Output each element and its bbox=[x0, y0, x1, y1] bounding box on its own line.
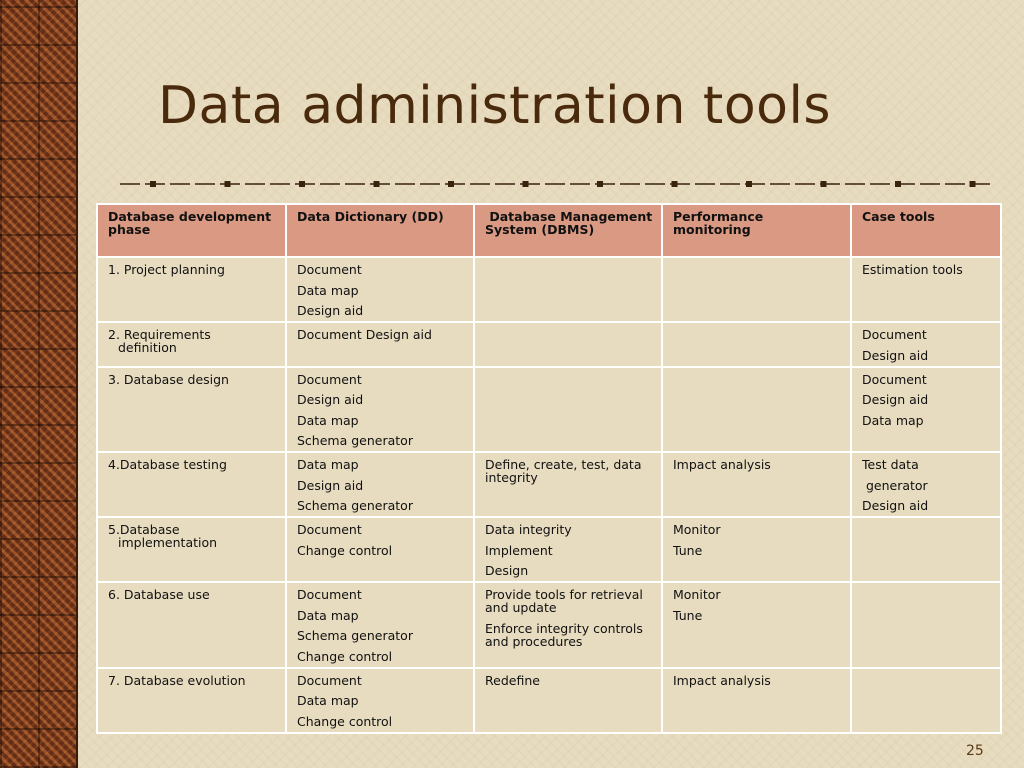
cell-line: Estimation tools bbox=[862, 262, 963, 277]
cell-case-tools bbox=[851, 367, 1001, 453]
cell-data-dictionary bbox=[286, 452, 474, 517]
cell-line: Document bbox=[297, 371, 362, 387]
cell-phase bbox=[97, 367, 286, 453]
cell-line: generator bbox=[862, 477, 928, 493]
cell-line: Design aid bbox=[862, 347, 929, 363]
cell-line: Schema generator bbox=[297, 628, 413, 643]
cell-line: Design aid bbox=[297, 303, 364, 318]
table-row bbox=[97, 257, 1001, 322]
cell-data-dictionary bbox=[286, 367, 474, 453]
cell-line: Data map bbox=[297, 607, 359, 623]
table-row bbox=[97, 582, 1001, 668]
cell-data-dictionary bbox=[286, 322, 474, 367]
cell-case-tools bbox=[851, 668, 1001, 733]
cell-case-tools bbox=[851, 322, 1001, 367]
cell-line: Data integrity bbox=[485, 522, 572, 537]
cell-line: Document bbox=[862, 371, 927, 387]
divider-marker bbox=[225, 181, 231, 187]
divider-marker bbox=[895, 181, 901, 187]
cell-performance bbox=[662, 257, 851, 322]
table-row bbox=[97, 322, 1001, 367]
header-phase: Database development phase bbox=[97, 204, 286, 257]
cell-line: Schema generator bbox=[297, 498, 413, 513]
cell-line: Document bbox=[297, 587, 362, 602]
cell-data-dictionary bbox=[286, 582, 474, 668]
cell-phase bbox=[97, 517, 286, 582]
cell-line: Document bbox=[862, 327, 927, 342]
cell-line: Document Design aid bbox=[297, 327, 432, 342]
cell-line: 2. Requirements bbox=[108, 327, 211, 342]
slide-title: Data administration tools bbox=[158, 76, 831, 136]
divider-marker bbox=[597, 181, 603, 187]
cell-line: 1. Project planning bbox=[108, 262, 225, 277]
cell-line: 3. Database design bbox=[108, 371, 229, 387]
decorative-sidebar bbox=[0, 0, 78, 768]
cell-line: Design aid bbox=[862, 498, 929, 513]
cell-phase bbox=[97, 257, 286, 322]
cell-dbms bbox=[474, 582, 662, 668]
cell-phase bbox=[97, 668, 286, 733]
cell-line: Enforce integrity controls and procedures bbox=[485, 620, 643, 649]
cell-line: Design aid bbox=[862, 392, 929, 407]
divider-marker bbox=[672, 181, 678, 187]
table-header-row bbox=[97, 204, 1001, 257]
cell-line: Monitor bbox=[673, 522, 721, 537]
page-number: 25 bbox=[966, 743, 984, 759]
cell-line: Data map bbox=[297, 457, 359, 472]
cell-case-tools bbox=[851, 452, 1001, 517]
divider-marker bbox=[448, 181, 454, 187]
cell-phase bbox=[97, 452, 286, 517]
cell-phase bbox=[97, 322, 286, 367]
cell-line: 7. Database evolution bbox=[108, 672, 246, 688]
cell-line: definition bbox=[118, 340, 177, 355]
table-row bbox=[97, 452, 1001, 517]
cell-line: Redefine bbox=[485, 672, 540, 688]
cell-line: implementation bbox=[118, 535, 218, 550]
cell-line: Change control bbox=[297, 713, 393, 729]
cell-performance bbox=[662, 582, 851, 668]
cell-dbms bbox=[474, 367, 662, 453]
cell-line: Data map bbox=[297, 282, 359, 298]
cell-line: 5.Database bbox=[108, 522, 180, 537]
cell-line: Impact analysis bbox=[673, 672, 771, 688]
cell-line: 6. Database use bbox=[108, 587, 210, 602]
cell-line: Provide tools for retrieval and update bbox=[485, 587, 643, 615]
cell-line: Change control bbox=[297, 542, 393, 558]
divider-marker bbox=[970, 181, 976, 187]
cell-data-dictionary bbox=[286, 517, 474, 582]
divider-marker bbox=[523, 181, 529, 187]
table-container bbox=[96, 203, 1000, 734]
tools-table bbox=[96, 203, 1002, 734]
cell-performance bbox=[662, 452, 851, 517]
cell-data-dictionary bbox=[286, 257, 474, 322]
cell-line: Tune bbox=[673, 607, 703, 623]
cell-dbms bbox=[474, 452, 662, 517]
dash-divider bbox=[120, 176, 992, 192]
table-row bbox=[97, 517, 1001, 582]
cell-line: Document bbox=[297, 522, 362, 537]
cell-case-tools bbox=[851, 257, 1001, 322]
cell-line: Define, create, test, data integrity bbox=[485, 457, 642, 485]
cell-line: Implement bbox=[485, 542, 553, 558]
cell-dbms bbox=[474, 517, 662, 582]
divider-marker bbox=[821, 181, 827, 187]
cell-line: Document bbox=[297, 262, 362, 277]
cell-case-tools bbox=[851, 582, 1001, 668]
cell-line: Data map bbox=[297, 412, 359, 428]
cell-line: Design bbox=[485, 563, 529, 578]
cell-line: Monitor bbox=[673, 587, 721, 602]
divider-marker bbox=[299, 181, 305, 187]
header-performance: Performance monitoring bbox=[662, 204, 851, 257]
cell-line: Tune bbox=[673, 542, 703, 558]
cell-line: Impact analysis bbox=[673, 457, 771, 472]
cell-data-dictionary bbox=[286, 668, 474, 733]
divider-marker bbox=[746, 181, 752, 187]
cell-performance bbox=[662, 322, 851, 367]
header-dd: Data Dictionary (DD) bbox=[286, 204, 474, 257]
cell-line: Change control bbox=[297, 648, 393, 664]
cell-dbms bbox=[474, 322, 662, 367]
cell-line: Data map bbox=[297, 693, 359, 708]
cell-dbms bbox=[474, 668, 662, 733]
divider-marker bbox=[150, 181, 156, 187]
cell-dbms bbox=[474, 257, 662, 322]
cell-line: Design aid bbox=[297, 477, 364, 493]
header-dbms: Database Management System (DBMS) bbox=[474, 204, 662, 257]
cell-performance bbox=[662, 367, 851, 453]
cell-line: 4.Database testing bbox=[108, 457, 227, 472]
table-row bbox=[97, 367, 1001, 453]
cell-performance bbox=[662, 517, 851, 582]
header-case-tools: Case tools bbox=[851, 204, 1001, 257]
cell-case-tools bbox=[851, 517, 1001, 582]
cell-line: Schema generator bbox=[297, 433, 413, 448]
cell-line: Design aid bbox=[297, 392, 364, 407]
cell-line: Test data bbox=[862, 457, 919, 472]
cell-performance bbox=[662, 668, 851, 733]
divider-marker bbox=[374, 181, 380, 187]
cell-line: Document bbox=[297, 672, 362, 688]
cell-phase bbox=[97, 582, 286, 668]
cell-line: Data map bbox=[862, 412, 924, 428]
table-row bbox=[97, 668, 1001, 733]
